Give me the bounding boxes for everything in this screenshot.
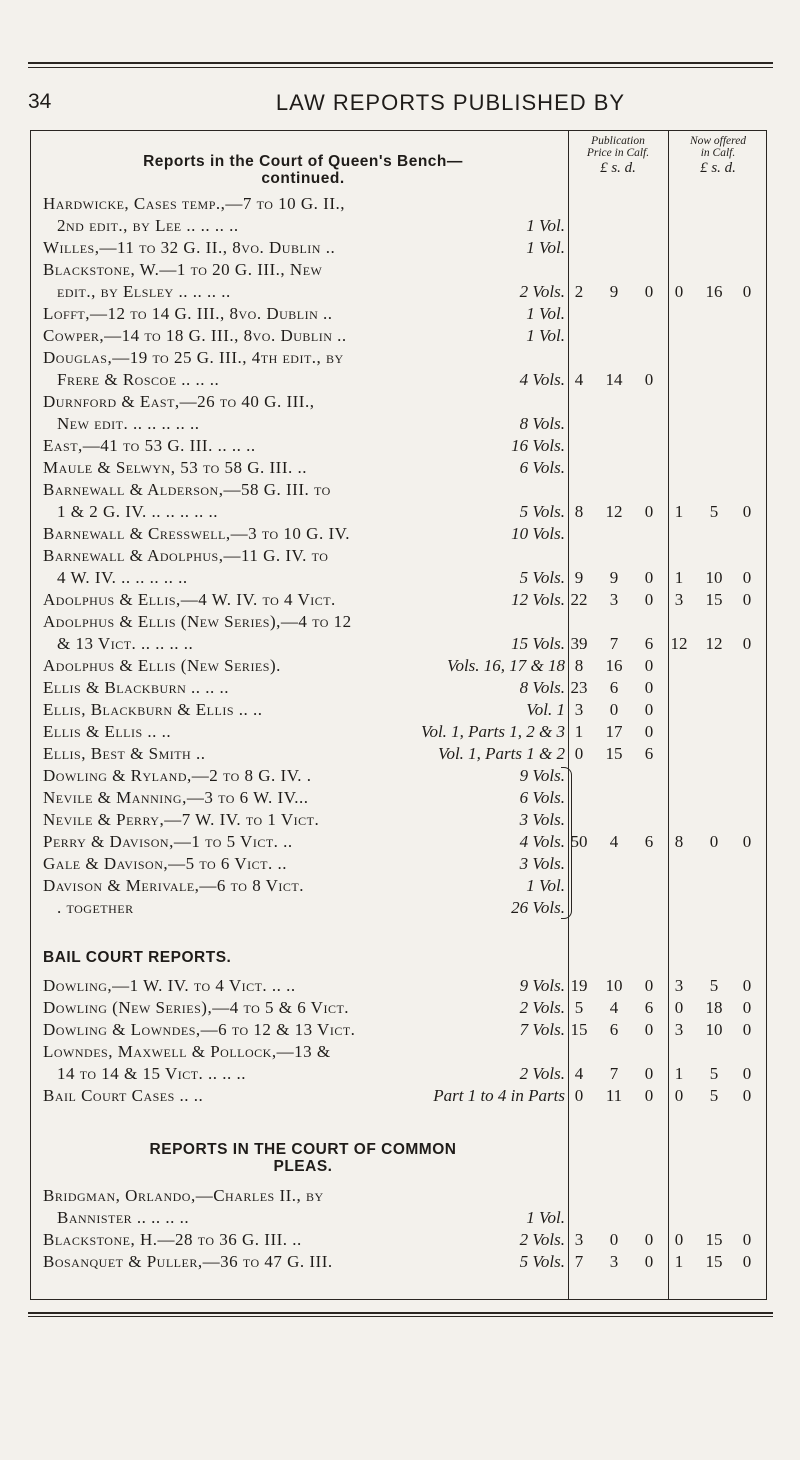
offered-units: £ s. d. xyxy=(700,160,736,176)
publication-price-shillings: 4 xyxy=(609,998,619,1017)
offered-price-pence: 0 xyxy=(742,1020,752,1039)
publication-price-pounds: 9 xyxy=(574,568,584,587)
entry-text: Barnewall & Adolphus,—11 G. IV. to xyxy=(43,546,329,565)
entry-line xyxy=(43,567,565,589)
publication-price-shillings: 11 xyxy=(605,1086,623,1105)
publication-price-shillings: 3 xyxy=(609,1252,619,1271)
entry-text: edit., by Elsley .. .. .. .. xyxy=(57,282,231,301)
publication-price-pence: 0 xyxy=(644,1252,654,1271)
entry-volumes: 8 Vols. xyxy=(519,414,565,433)
publication-units: £ s. d. xyxy=(600,160,636,176)
entry-text: Barnewall & Alderson,—58 G. III. to xyxy=(43,480,331,499)
pleas-section-title: REPORTS IN THE COURT OF COMMON xyxy=(149,1141,457,1158)
publication-price-shillings: 10 xyxy=(605,976,623,995)
entry-line xyxy=(43,281,565,303)
entry-volumes: 4 Vols. xyxy=(519,370,565,389)
entry-text: Bail Court Cases .. .. xyxy=(43,1086,204,1105)
entry-line xyxy=(43,633,565,655)
entry-volumes: 9 Vols. xyxy=(519,766,565,785)
entry-text: East,—41 to 53 G. III. .. .. .. xyxy=(43,436,256,455)
entry-text: Ellis & Blackburn .. .. .. xyxy=(43,678,230,697)
entry-volumes: 8 Vols. xyxy=(519,678,565,697)
offered-price-pence: 0 xyxy=(742,1086,752,1105)
offered-price-pence: 0 xyxy=(742,1064,752,1083)
entry-volumes: 2 Vols. xyxy=(519,282,565,301)
offered-price-pounds: 0 xyxy=(674,998,684,1017)
bottom-rule xyxy=(28,1312,773,1314)
entry-text: New edit. .. .. .. .. .. xyxy=(57,414,200,433)
group-publication-price-pence: 6 xyxy=(644,832,654,851)
publication-price-pence: 0 xyxy=(644,678,654,697)
entry-volumes: 9 Vols. xyxy=(519,976,565,995)
offered-price-pence: 0 xyxy=(742,282,752,301)
entry-text: . together xyxy=(57,898,134,917)
entry-text: Willes,—11 to 32 G. II., 8vo. Dublin .. xyxy=(43,238,336,257)
offered-price-pence: 0 xyxy=(742,1252,752,1271)
entry-line xyxy=(43,1207,565,1229)
entry-line xyxy=(43,1229,565,1251)
publication-price-pence: 0 xyxy=(644,590,654,609)
publication-header-line2: Price in Calf. xyxy=(586,147,650,159)
offered-price-shillings: 10 xyxy=(705,568,723,587)
publication-price-pounds: 5 xyxy=(574,998,584,1017)
offered-price-pence: 0 xyxy=(742,568,752,587)
offered-price-header xyxy=(669,135,767,174)
page-header xyxy=(28,90,773,120)
offered-price-pence: 0 xyxy=(742,502,752,521)
publication-price-shillings: 6 xyxy=(609,678,619,697)
offered-header-line1: Now offered xyxy=(689,135,747,147)
entry-volumes: 3 Vols. xyxy=(519,854,565,873)
entry-line xyxy=(43,975,565,997)
entry-text: Nevile & Perry,—7 W. IV. to 1 Vict. xyxy=(43,810,320,829)
publication-price-shillings: 16 xyxy=(605,656,623,675)
entry-line xyxy=(43,721,565,743)
offered-price-shillings: 15 xyxy=(705,1230,723,1249)
entry-line xyxy=(43,853,565,875)
offered-price-pounds: 0 xyxy=(674,1086,684,1105)
publication-price-pounds: 8 xyxy=(574,502,584,521)
publication-price-shillings: 0 xyxy=(609,700,619,719)
offered-price-pounds: 1 xyxy=(674,502,684,521)
publication-price-header xyxy=(569,135,667,174)
publication-price-shillings: 0 xyxy=(609,1230,619,1249)
offered-price-pence: 0 xyxy=(742,590,752,609)
publication-price-shillings: 7 xyxy=(609,1064,619,1083)
publication-header-line1: Publication xyxy=(591,135,645,147)
offered-price-shillings: 12 xyxy=(705,634,723,653)
publication-price-pence: 0 xyxy=(644,976,654,995)
offered-price-pence: 0 xyxy=(742,1230,752,1249)
entry-volumes: Vol. 1, Parts 1, 2 & 3 xyxy=(420,722,565,741)
entry-line xyxy=(43,325,565,347)
offered-price-shillings: 15 xyxy=(705,1252,723,1271)
entry-volumes: Part 1 to 4 in Parts xyxy=(433,1086,565,1105)
entry-volumes: 16 Vols. xyxy=(511,436,565,455)
entry-line xyxy=(43,699,565,721)
publication-price-pence: 0 xyxy=(644,722,654,741)
entry-text: 14 to 14 & 15 Vict. .. .. .. xyxy=(57,1064,247,1083)
publication-price-pence: 0 xyxy=(644,1230,654,1249)
bottom-rule-thin xyxy=(28,1316,773,1317)
offered-price-shillings: 5 xyxy=(709,1064,719,1083)
entry-volumes: 2 Vols. xyxy=(519,1064,565,1083)
publication-price-shillings: 15 xyxy=(605,744,623,763)
publication-price-shillings: 9 xyxy=(609,282,619,301)
entry-volumes: Vol. 1, Parts 1 & 2 xyxy=(437,744,565,763)
entry-text: Blackstone, H.—28 to 36 G. III. .. xyxy=(43,1230,302,1249)
entry-text: 1 & 2 G. IV. .. .. .. .. .. xyxy=(57,502,218,521)
entry-text: Dowling,—1 W. IV. to 4 Vict. .. .. xyxy=(43,976,296,995)
entry-line xyxy=(43,787,565,809)
entry-text: Blackstone, W.—1 to 20 G. III., New xyxy=(43,260,323,279)
publication-price-pounds: 2 xyxy=(574,282,584,301)
publication-price-pence: 6 xyxy=(644,634,654,653)
offered-price-shillings: 15 xyxy=(705,590,723,609)
entry-text: 4 W. IV. .. .. .. .. .. xyxy=(57,568,188,587)
entry-text: Adolphus & Ellis (New Series). xyxy=(43,656,281,675)
page-number: 34 xyxy=(28,90,52,113)
bail-section-title: BAIL COURT REPORTS. xyxy=(43,949,232,966)
offered-price-shillings: 10 xyxy=(705,1020,723,1039)
entry-line xyxy=(43,457,565,479)
publication-price-pounds: 15 xyxy=(570,1020,588,1039)
entry-volumes: 1 Vol. xyxy=(526,216,565,235)
entry-volumes: Vols. 16, 17 & 18 xyxy=(446,656,565,675)
entry-line xyxy=(43,743,565,765)
top-rule xyxy=(28,62,773,64)
entry-line xyxy=(43,677,565,699)
entry-line xyxy=(43,193,565,215)
entry-volumes: 4 Vols. xyxy=(519,832,565,851)
offered-price-pounds: 1 xyxy=(674,1064,684,1083)
publication-price-pounds: 7 xyxy=(574,1252,584,1271)
entry-volumes: Vol. 1 xyxy=(526,700,565,719)
publication-price-pence: 6 xyxy=(644,744,654,763)
entry-text: Lofft,—12 to 14 G. III., 8vo. Dublin .. xyxy=(43,304,333,323)
publication-price-pounds: 19 xyxy=(570,976,588,995)
entry-volumes: 5 Vols. xyxy=(519,568,565,587)
entry-text: Cowper,—14 to 18 G. III., 8vo. Dublin .. xyxy=(43,326,347,345)
entry-line xyxy=(43,611,565,633)
offered-price-pence: 0 xyxy=(742,634,752,653)
column-divider-offered xyxy=(668,131,669,1299)
publication-price-pounds: 23 xyxy=(570,678,588,697)
offered-header-line2: in Calf. xyxy=(700,147,736,159)
publication-price-pence: 0 xyxy=(644,1020,654,1039)
offered-price-pounds: 12 xyxy=(670,634,688,653)
publication-price-pounds: 4 xyxy=(574,1064,584,1083)
publication-price-pounds: 0 xyxy=(574,1086,584,1105)
entry-text: Douglas,—19 to 25 G. III., 4th edit., by xyxy=(43,348,344,367)
entry-text: Ellis & Ellis .. .. xyxy=(43,722,172,741)
entry-volumes: 1 Vol. xyxy=(526,304,565,323)
entry-line xyxy=(43,809,565,831)
offered-price-pounds: 1 xyxy=(674,568,684,587)
group-offered-price-pence: 0 xyxy=(742,832,752,851)
offered-price-shillings: 16 xyxy=(705,282,723,301)
entry-text: Lowndes, Maxwell & Pollock,—13 & xyxy=(43,1042,331,1061)
offered-price-pence: 0 xyxy=(742,976,752,995)
offered-price-shillings: 5 xyxy=(709,976,719,995)
entry-text: Nevile & Manning,—3 to 6 W. IV... xyxy=(43,788,309,807)
entry-text: Ellis, Blackburn & Ellis .. .. xyxy=(43,700,263,719)
publication-price-pounds: 4 xyxy=(574,370,584,389)
entry-line xyxy=(43,347,565,369)
publication-price-shillings: 7 xyxy=(609,634,619,653)
entry-line xyxy=(43,545,565,567)
entry-text: Gale & Davison,—5 to 6 Vict. .. xyxy=(43,854,287,873)
entry-line xyxy=(43,1251,565,1273)
entry-volumes: 6 Vols. xyxy=(519,788,565,807)
entry-volumes: 15 Vols. xyxy=(511,634,565,653)
publication-price-pounds: 1 xyxy=(574,722,584,741)
entry-volumes: 1 Vol. xyxy=(526,238,565,257)
entry-line xyxy=(43,1085,565,1107)
entry-volumes: 1 Vol. xyxy=(526,1208,565,1227)
running-head: LAW REPORTS PUBLISHED BY xyxy=(275,90,626,115)
publication-price-pounds: 22 xyxy=(570,590,588,609)
section-title: continued. xyxy=(261,170,345,187)
entry-line xyxy=(43,831,565,853)
offered-price-pounds: 1 xyxy=(674,1252,684,1271)
publication-price-pence: 0 xyxy=(644,1064,654,1083)
entry-line xyxy=(43,413,565,435)
entry-volumes: 6 Vols. xyxy=(519,458,565,477)
group-publication-price-shillings: 4 xyxy=(609,832,619,851)
entry-line xyxy=(43,1019,565,1041)
entry-line xyxy=(43,369,565,391)
entry-line xyxy=(43,435,565,457)
entry-text: Bridgman, Orlando,—Charles II., by xyxy=(43,1186,324,1205)
entry-line xyxy=(43,215,565,237)
publication-price-shillings: 14 xyxy=(605,370,623,389)
entry-line xyxy=(43,479,565,501)
publication-price-pence: 0 xyxy=(644,700,654,719)
offered-price-pounds: 3 xyxy=(674,590,684,609)
entry-text: Bannister .. .. .. .. xyxy=(57,1208,190,1227)
publication-price-pounds: 3 xyxy=(574,700,584,719)
top-rule-thin xyxy=(28,67,773,68)
entry-text: Adolphus & Ellis,—4 W. IV. to 4 Vict. xyxy=(43,590,336,609)
publication-price-shillings: 6 xyxy=(609,1020,619,1039)
publication-price-shillings: 9 xyxy=(609,568,619,587)
entry-line xyxy=(43,1185,565,1207)
entry-volumes: 3 Vols. xyxy=(519,810,565,829)
entry-volumes: 1 Vol. xyxy=(526,326,565,345)
entry-text: Bosanquet & Puller,—36 to 47 G. III. xyxy=(43,1252,333,1271)
entry-line xyxy=(43,1041,565,1063)
entry-line xyxy=(43,897,565,919)
entry-volumes: 5 Vols. xyxy=(519,502,565,521)
group-publication-price-pounds: 50 xyxy=(570,832,588,851)
publication-price-pence: 0 xyxy=(644,282,654,301)
offered-price-pounds: 0 xyxy=(674,282,684,301)
entry-volumes: 2 Vols. xyxy=(519,998,565,1017)
entry-line xyxy=(43,303,565,325)
entry-text: Perry & Davison,—1 to 5 Vict. .. xyxy=(43,832,293,851)
publication-price-shillings: 3 xyxy=(609,590,619,609)
entry-line xyxy=(43,765,565,787)
publication-price-pounds: 8 xyxy=(574,656,584,675)
entry-line xyxy=(43,997,565,1019)
entry-text: Frere & Roscoe .. .. .. xyxy=(57,370,220,389)
publication-price-pence: 0 xyxy=(644,1086,654,1105)
entry-volumes: 5 Vols. xyxy=(519,1252,565,1271)
publication-price-pence: 0 xyxy=(644,502,654,521)
group-offered-price-shillings: 0 xyxy=(709,832,719,851)
offered-price-shillings: 18 xyxy=(705,998,723,1017)
publication-price-pence: 6 xyxy=(644,998,654,1017)
entry-line xyxy=(43,655,565,677)
entry-volumes: 2 Vols. xyxy=(519,1230,565,1249)
offered-price-pounds: 3 xyxy=(674,1020,684,1039)
entry-text: 2nd edit., by Lee .. .. .. .. xyxy=(57,216,239,235)
publication-price-pounds: 39 xyxy=(570,634,588,653)
entry-volumes: 26 Vols. xyxy=(511,898,565,917)
entry-line xyxy=(43,259,565,281)
publication-price-pounds: 3 xyxy=(574,1230,584,1249)
publication-price-shillings: 17 xyxy=(605,722,623,741)
entry-text: Dowling & Ryland,—2 to 8 G. IV. . xyxy=(43,766,312,785)
entry-text: Barnewall & Cresswell,—3 to 10 G. IV. xyxy=(43,524,350,543)
entry-line xyxy=(43,391,565,413)
offered-price-pence: 0 xyxy=(742,998,752,1017)
entry-line xyxy=(43,501,565,523)
entry-text: & 13 Vict. .. .. .. .. xyxy=(57,634,194,653)
entry-line xyxy=(43,589,565,611)
entry-line xyxy=(43,1063,565,1085)
entry-volumes: 12 Vols. xyxy=(511,590,565,609)
offered-price-pounds: 0 xyxy=(674,1230,684,1249)
entry-text: Hardwicke, Cases temp.,—7 to 10 G. II., xyxy=(43,194,345,213)
offered-price-shillings: 5 xyxy=(709,1086,719,1105)
entry-line xyxy=(43,523,565,545)
offered-price-shillings: 5 xyxy=(709,502,719,521)
publication-price-pence: 0 xyxy=(644,656,654,675)
entry-text: Dowling (New Series),—4 to 5 & 6 Vict. xyxy=(43,998,350,1017)
entry-text: Durnford & East,—26 to 40 G. III., xyxy=(43,392,315,411)
catalogue-table xyxy=(30,130,767,1300)
entry-line xyxy=(43,875,565,897)
entry-volumes: 1 Vol. xyxy=(526,876,565,895)
publication-price-pence: 0 xyxy=(644,370,654,389)
offered-price-pounds: 3 xyxy=(674,976,684,995)
entry-text: Maule & Selwyn, 53 to 58 G. III. .. xyxy=(43,458,308,477)
entry-line xyxy=(43,237,565,259)
publication-price-pounds: 0 xyxy=(574,744,584,763)
entry-text: Dowling & Lowndes,—6 to 12 & 13 Vict. xyxy=(43,1020,356,1039)
entry-text: Ellis, Best & Smith .. xyxy=(43,744,206,763)
entry-volumes: 7 Vols. xyxy=(519,1020,565,1039)
section-title: Reports in the Court of Queen's Bench— xyxy=(143,153,463,170)
entry-text: Adolphus & Ellis (New Series),—4 to 12 xyxy=(43,612,352,631)
pleas-section-title: PLEAS. xyxy=(273,1158,333,1175)
entry-text: Davison & Merivale,—6 to 8 Vict. xyxy=(43,876,305,895)
group-offered-price-pounds: 8 xyxy=(674,832,684,851)
publication-price-shillings: 12 xyxy=(605,502,623,521)
publication-price-pence: 0 xyxy=(644,568,654,587)
entry-volumes: 10 Vols. xyxy=(511,524,565,543)
